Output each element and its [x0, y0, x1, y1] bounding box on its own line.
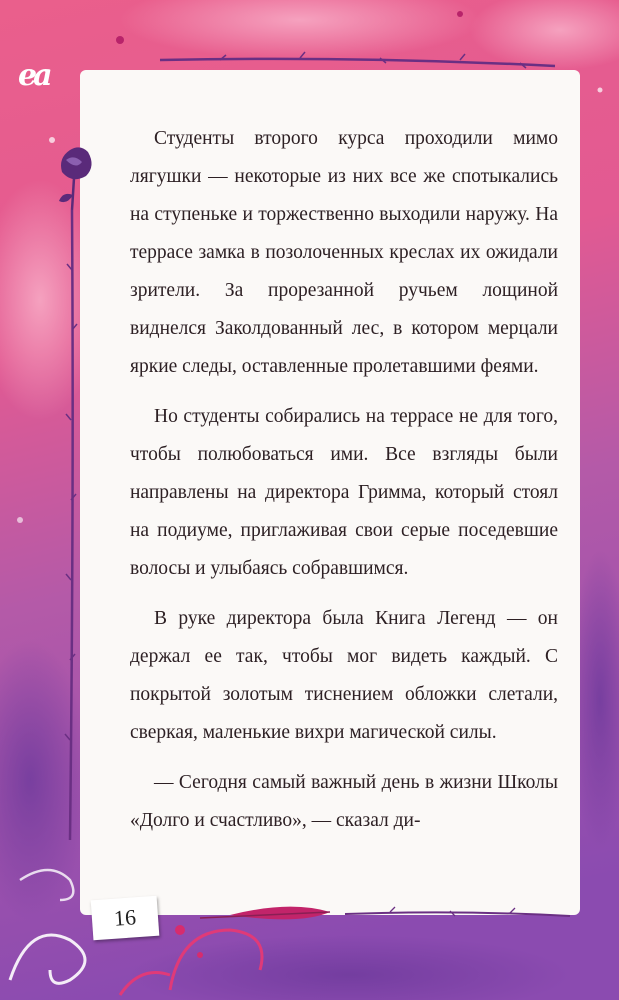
page-number: 16 [91, 896, 160, 941]
paragraph: В руке директора была Книга Легенд — он держал ее так, чтобы мог видеть каждый. С покрытой золотым тиснением обложки слетали, сверкая, маленькие вихри магической силы. [130, 608, 558, 743]
paragraph: Но студенты собирались на террасе не для того, чтобы полюбоваться ими. Все взгляды были направлены на директора Гримма, который стоял на подиуме, приглаживая свои серые поседевшие волосы и улыбаясь собравшимся. [130, 406, 558, 579]
body-text [130, 120, 558, 852]
ever-after-logo: ea [18, 58, 49, 93]
paragraph: Студенты второго курса проходили мимо лягушки — некоторые из них все же спотыкались на ступеньке и торжественно выходили наружу. На террасе замка в позолоченных креслах их ожидали зрители. За прорезанной ручьем лощиной виднелся Заколдованный лес, в котором мерцали яркие следы, оставленные пролетавшими феями. [130, 128, 558, 377]
paragraph: — Сегодня самый важный день в жизни Школы «Долго и счастливо», — сказал ди- [130, 772, 558, 831]
